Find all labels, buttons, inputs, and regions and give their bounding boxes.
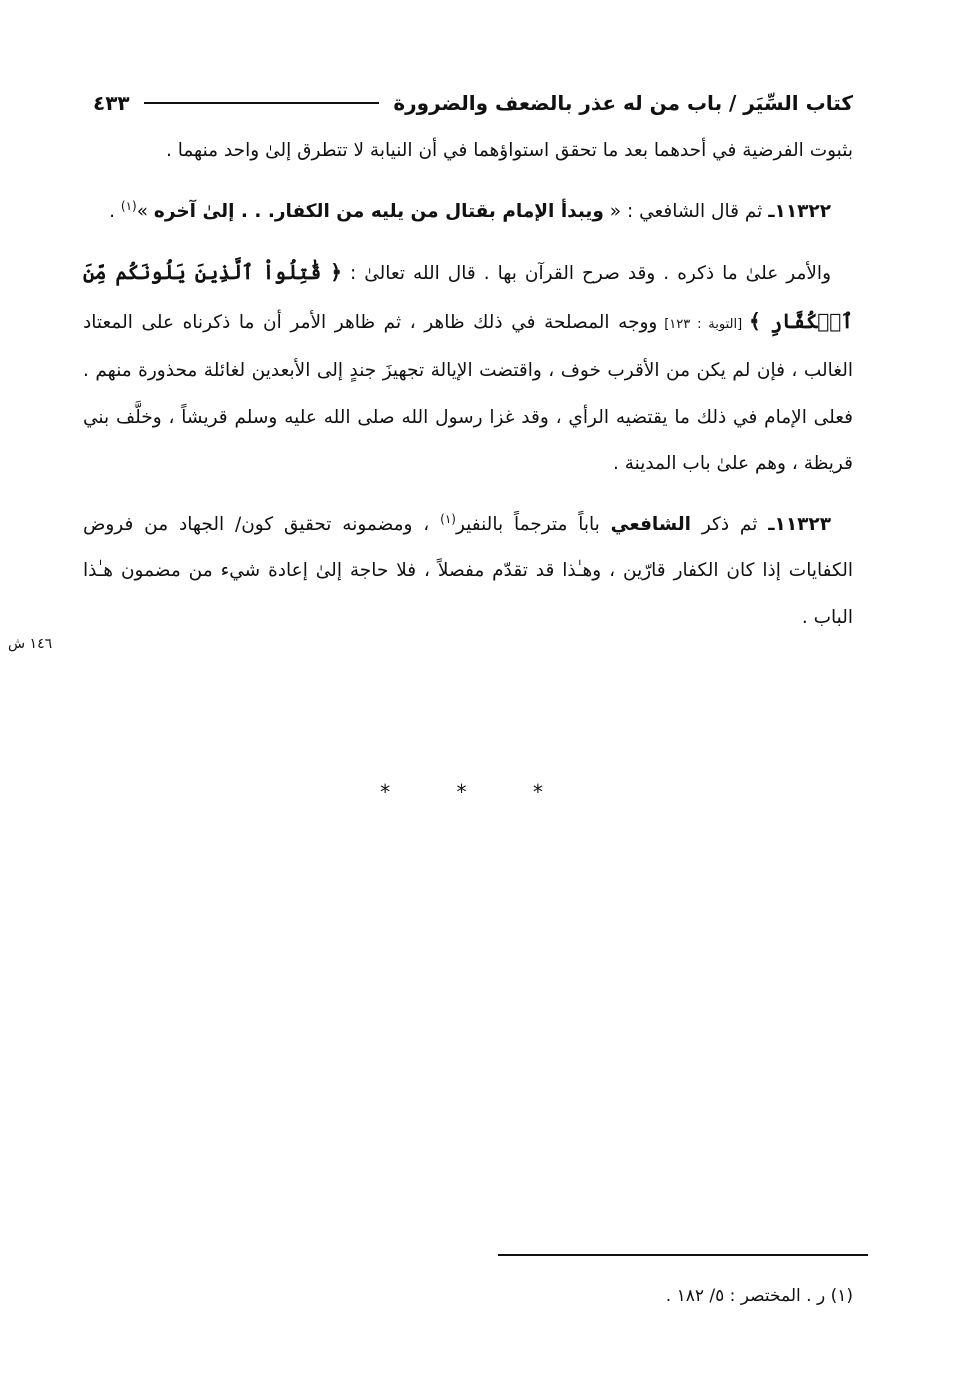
manuscript-margin-note: ١٤٦ ش (8, 636, 53, 652)
paragraph-text: ، ومضمونه تحقيق كون/ الجهاد من فروض الكفايات إذا كان الكفار قارّين ، وهـٰذا قد تقدّم مفصلاً ، فلا حاجة إلىٰ إعادة شيء من مضمون هـٰذا الباب . (83, 513, 853, 628)
paragraph-commentary (83, 249, 853, 488)
footnote-rule (498, 1254, 868, 1256)
footnote-number: (١) (830, 1286, 853, 1306)
paragraph-text: والأمر علىٰ ما ذكره . وقد صرح القرآن بها . قال الله تعالىٰ : (341, 263, 831, 284)
footnote-ref[interactable]: (١) (120, 198, 137, 213)
footnote (93, 1286, 853, 1306)
footnote-text: ر . المختصر : ٥/ ١٨٢ . (665, 1286, 826, 1306)
paragraph-continuation (83, 128, 853, 175)
quran-verse: ﴿ قَٰتِلُواْ ٱلَّذِينَ يَلُونَكُم مِّنَ ٱلۡكُفَّارِ ﴾ (83, 260, 853, 333)
quote-close: » (136, 200, 154, 222)
page-number: ٤٣٣ (93, 91, 130, 115)
paragraph-text: ووجه المصلحة في ذلك ظاهر ، ثم ظاهر الأمر أن ما ذكرناه على المعتاد الغالب ، فإن لم يكن من الأقرب خوف ، واقتضت الإيالة تجهيزَ جندٍ إلى الأبعدين لغائلة محذورة منهم . فعلى الإمام في ذلك ما يقتضيه الرأي ، وقد غزا رسول الله صلى الله عليه وسلم قريشاً ، وخلَّف بني قريظة ، وهم علىٰ باب المدينة . (83, 311, 853, 474)
paragraph-number: ١١٣٢٢ـ (768, 200, 831, 222)
author-name: الشافعي (610, 513, 691, 535)
paragraph-text: بثبوت الفرضية في أحدهما بعد ما تحقق استواؤهما في أن النيابة لا تتطرق إلىٰ واحد منهما . (165, 140, 853, 161)
paragraph-text: باباً مترجماً بالنفير (455, 513, 611, 535)
quoted-text: ويبدأ الإمام بقتال من يليه من الكفار. . . إلىٰ آخره (153, 200, 604, 222)
paragraph-11322 (83, 189, 853, 236)
running-header (93, 86, 853, 120)
footnote-ref[interactable]: (١) (440, 511, 456, 526)
paragraph-number: ١١٣٢٣ـ (768, 513, 832, 535)
header-title: كتاب السِّيَر / باب من له عذر بالضعف والضرورة (393, 91, 853, 115)
verse-citation: [التوبة : ١٢٣] (657, 316, 750, 332)
header-rule (144, 102, 380, 104)
paragraph-end: . (109, 200, 121, 222)
section-separator: * * * (380, 780, 573, 804)
paragraph-intro: ثم قال الشافعي : « (603, 200, 769, 222)
body-text (83, 128, 853, 641)
paragraph-intro: ثم ذكر (691, 513, 769, 535)
paragraph-11323 (83, 502, 853, 642)
